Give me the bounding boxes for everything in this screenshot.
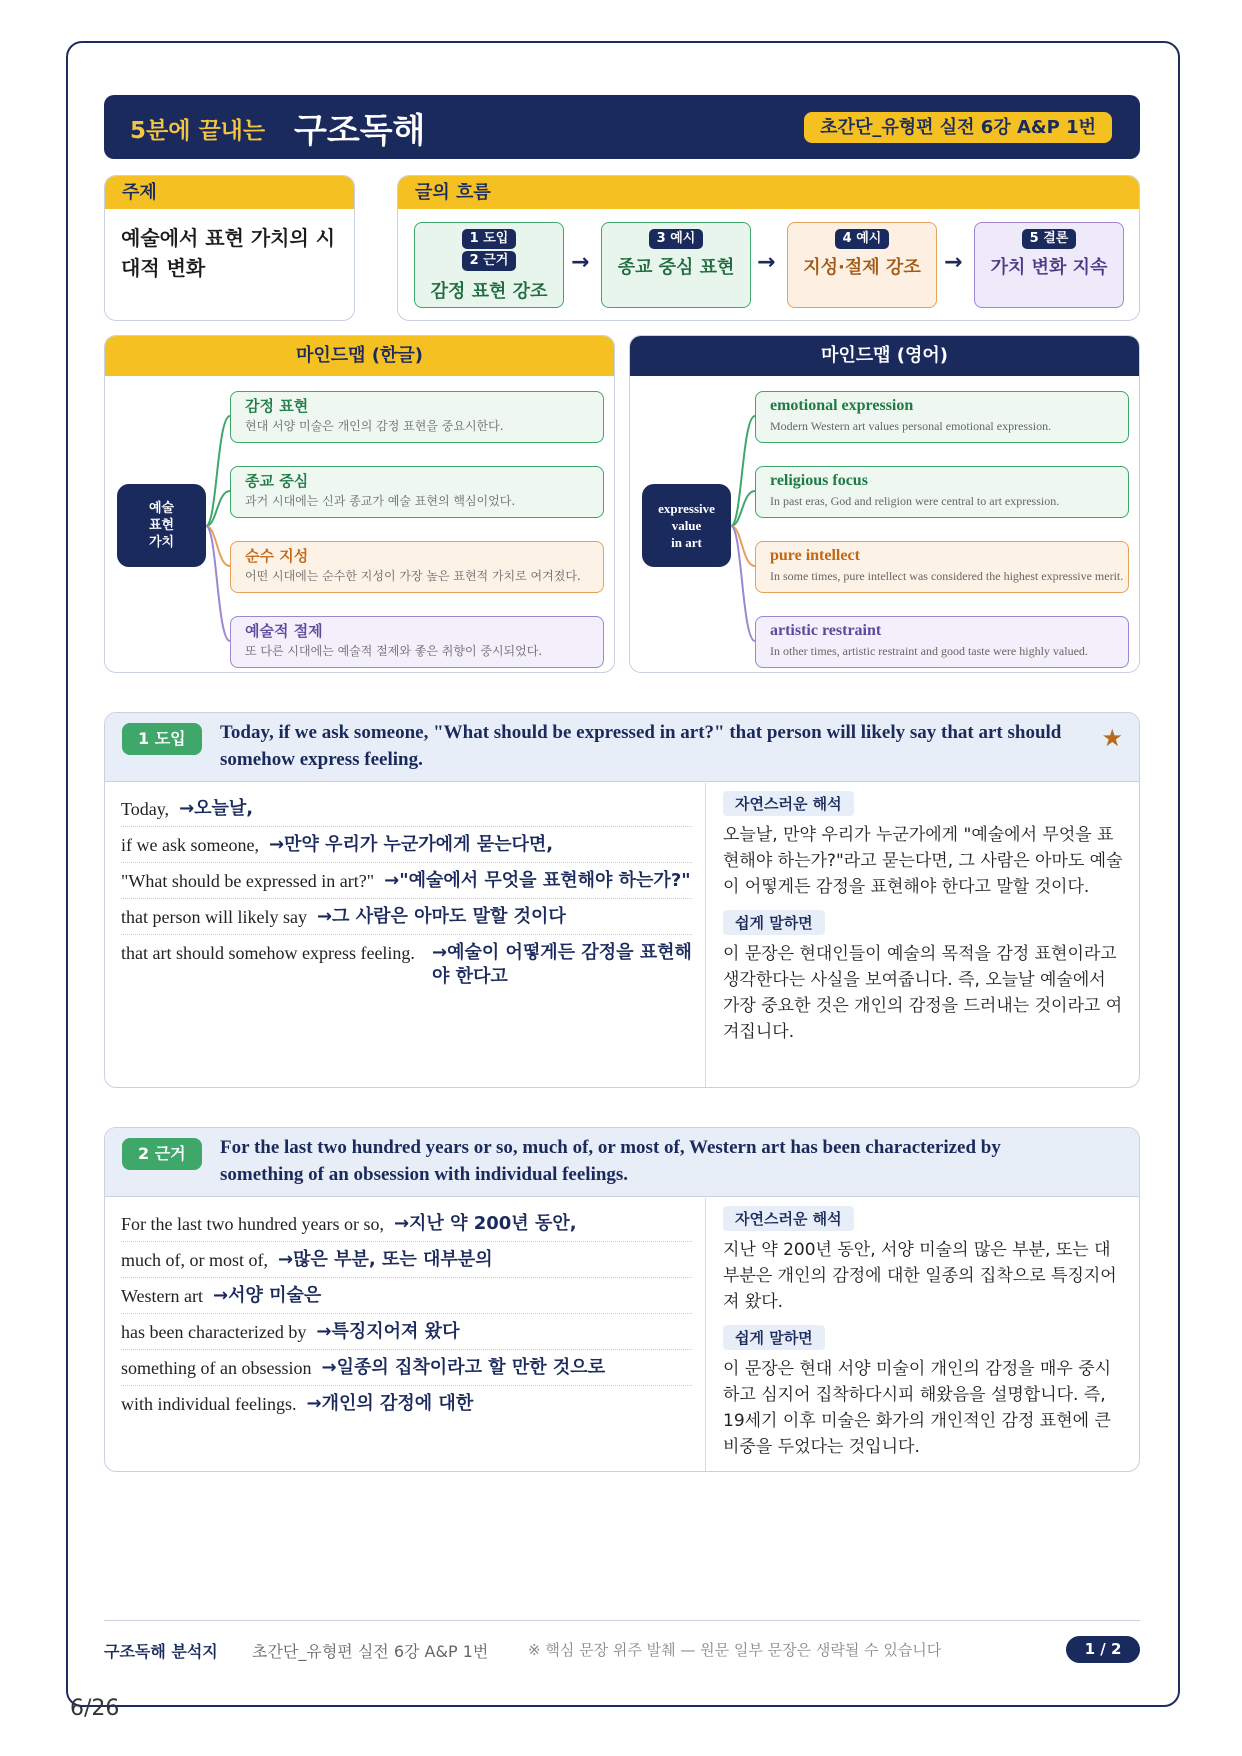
mindmap-center-node: 예술 표현 가치	[117, 484, 206, 567]
node-title: 순수 지성	[245, 547, 309, 565]
chunk-list	[121, 791, 692, 994]
chunk-english: has been characterized by	[121, 1322, 307, 1342]
node-title: emotional expression	[770, 397, 914, 414]
column-divider	[705, 1198, 706, 1471]
chunk-english: Today,	[121, 799, 170, 819]
chunk-row	[121, 1242, 692, 1278]
chunk-row	[121, 1350, 692, 1386]
chunk-english: Western art	[121, 1286, 204, 1306]
chunk-english: that person will likely say	[121, 907, 307, 927]
footer-title: 구조독해 분석지	[104, 1642, 218, 1661]
node-title: religious focus	[770, 472, 868, 489]
mindmap-korean-heading: 마인드맵 (한글)	[105, 336, 614, 376]
chunk-row	[121, 899, 692, 935]
footer-subtitle: 초간단_유형편 실전 6강 A&P 1번	[252, 1642, 489, 1661]
mindmap-node	[755, 616, 1129, 668]
section-sentence: For the last two hundred years or so, much of, or most of, Western art has been characterized by something of an obsession with individual feelings.	[220, 1137, 1001, 1185]
node-desc: 또 다른 시대에는 예술적 절제와 좋은 취향이 중시되었다.	[245, 644, 543, 658]
mindmap-node	[230, 541, 604, 593]
topic-box	[104, 175, 355, 321]
node-desc: 현대 서양 미술은 개인의 감정 표현을 중요시한다.	[245, 419, 504, 433]
chunk-row	[121, 1386, 692, 1421]
explanation-column	[723, 791, 1123, 1055]
flow-step-label: 종교 중심 표현	[617, 257, 735, 278]
natural-translation: 지난 약 200년 동안, 서양 미술의 많은 부분, 또는 대부분은 개인의 감정에 대한 일종의 집착으로 특징지어져 왔다.	[723, 1240, 1117, 1312]
flow-step-tag: 5 결론	[1022, 229, 1077, 249]
chunk-row	[121, 1278, 692, 1314]
chunk-korean: →예술이 어떻게든 감정을 표현해야 한다고	[432, 942, 692, 987]
natural-translation-label: 자연스러운 해석	[723, 791, 854, 816]
chunk-english: if we ask someone,	[121, 835, 259, 855]
chunk-english: much of, or most of,	[121, 1250, 268, 1270]
mindmap-english-heading: 마인드맵 (영어)	[630, 336, 1139, 376]
lesson-badge: 초간단_유형편 실전 6강 A&P 1번	[804, 112, 1112, 143]
node-title: 감정 표현	[245, 397, 309, 415]
chunk-korean: →지난 약 200년 동안,	[393, 1213, 577, 1234]
chunk-english: that art should somehow express feeling.	[121, 943, 415, 963]
chunk-row	[121, 1314, 692, 1350]
easy-explanation-label: 쉽게 말하면	[723, 910, 825, 935]
topic-text: 예술에서 표현 가치의 시대적 변화	[121, 226, 336, 280]
mindmap-node	[755, 541, 1129, 593]
chunk-row	[121, 863, 692, 899]
natural-translation: 오늘날, 만약 우리가 누군가에게 "예술에서 무엇을 표현해야 하는가?"라고 묻는다면, 그 사람은 아마도 예술이 어떻게든 감정을 표현해야 한다고 말할 것이다.	[723, 825, 1123, 897]
chunk-row	[121, 1206, 692, 1242]
explanation-column	[723, 1206, 1123, 1470]
flow-box	[397, 175, 1140, 321]
mindmap-node	[230, 466, 604, 518]
flow-step-tag: 3 예시	[649, 229, 704, 249]
natural-translation-label: 자연스러운 해석	[723, 1206, 854, 1231]
flow-step-4	[974, 222, 1124, 308]
flow-step-tag: 4 예시	[835, 229, 890, 249]
node-title: pure intellect	[770, 547, 860, 564]
flow-step-tag: 2 근거	[462, 251, 517, 271]
column-divider	[705, 783, 706, 1087]
chunk-korean: →오늘날,	[179, 798, 254, 819]
mindmap-english	[629, 335, 1140, 673]
flow-step-1	[414, 222, 564, 308]
chunk-korean: →만약 우리가 누군가에게 묻는다면,	[268, 834, 554, 855]
flow-step-tag: 1 도입	[462, 229, 517, 249]
brand-title: 구조독해	[294, 111, 426, 151]
mindmap-node	[230, 391, 604, 443]
node-desc: 과거 시대에는 신과 종교가 예술 표현의 핵심이었다.	[245, 494, 516, 508]
mindmap-korean	[104, 335, 615, 673]
node-desc: Modern Western art values personal emotional expression.	[770, 419, 1052, 433]
mindmap-center-node: expressive value in art	[642, 484, 731, 567]
flow-step-label: 감정 표현 강조	[430, 281, 548, 302]
flow-arrow-icon: →	[944, 250, 963, 275]
chunk-korean: →일종의 집착이라고 할 만한 것으로	[321, 1357, 606, 1378]
chunk-row	[121, 935, 692, 994]
mindmap-node	[230, 616, 604, 668]
chunk-korean: →특징지어져 왔다	[316, 1321, 460, 1342]
flow-step-3	[787, 222, 937, 308]
easy-explanation-label: 쉽게 말하면	[723, 1325, 825, 1350]
chunk-korean: →개인의 감정에 대한	[306, 1393, 474, 1414]
flow-step-2	[601, 222, 751, 308]
flow-step-label: 지성·절제 강조	[803, 257, 921, 278]
footer-divider	[104, 1620, 1140, 1621]
chunk-english: with individual feelings.	[121, 1394, 297, 1414]
topic-heading: 주제	[105, 176, 354, 209]
chunk-row	[121, 827, 692, 863]
chunk-korean: →그 사람은 아마도 말할 것이다	[316, 906, 566, 927]
header-banner	[104, 95, 1140, 159]
section-sentence: Today, if we ask someone, "What should be expressed in art?" that person will likely say that art should somehow express feeling.	[220, 722, 1062, 770]
section-tag: 2 근거	[122, 1138, 202, 1170]
brand-subtitle: 5분에 끝내는	[130, 118, 266, 144]
chunk-english: something of an obsession	[121, 1358, 312, 1378]
section-header	[105, 713, 1139, 782]
chunk-korean: →서양 미술은	[213, 1285, 322, 1306]
flow-step-label: 가치 변화 지속	[990, 257, 1108, 278]
footer-note: ※ 핵심 문장 위주 발췌 — 원문 일부 문장은 생략될 수 있습니다	[528, 1641, 942, 1659]
chunk-english: "What should be expressed in art?"	[121, 871, 375, 891]
chunk-row	[121, 791, 692, 827]
footer	[104, 1635, 1140, 1665]
easy-explanation: 이 문장은 현대 서양 미술이 개인의 감정을 매우 중시하고 심지어 집착하다시피 해왔음을 설명합니다. 즉, 19세기 이후 미술은 화가의 개인적인 감정 표현에 큰 비중을 두었다는 것입니다.	[723, 1359, 1112, 1457]
flow-arrow-icon: →	[757, 250, 776, 275]
page-counter: 6/26	[70, 1696, 120, 1721]
footer-page-badge: 1 / 2	[1066, 1636, 1140, 1663]
section-tag: 1 도입	[122, 723, 202, 755]
node-desc: In other times, artistic restraint and good taste were highly valued.	[770, 644, 1088, 658]
sentence-section-1	[104, 712, 1140, 1088]
chunk-korean: →많은 부분, 또는 대부분의	[277, 1249, 493, 1270]
mindmap-node	[755, 466, 1129, 518]
chunk-korean: →"예술에서 무엇을 표현해야 하는가?"	[384, 870, 691, 891]
node-title: 예술적 절제	[245, 622, 323, 640]
node-title: 종교 중심	[245, 472, 309, 490]
easy-explanation: 이 문장은 현대인들이 예술의 목적을 감정 표현이라고 생각한다는 사실을 보여줍니다. 즉, 오늘날 예술에서 가장 중요한 것은 개인의 감정을 드러내는 것이라고 여겨집니다.	[723, 944, 1123, 1042]
flow-heading: 글의 흐름	[398, 176, 1139, 209]
section-header	[105, 1128, 1139, 1197]
chunk-list	[121, 1206, 692, 1421]
flow-arrow-icon: →	[571, 250, 590, 275]
node-title: artistic restraint	[770, 622, 882, 639]
sentence-section-2	[104, 1127, 1140, 1472]
star-icon: ★	[1101, 724, 1123, 752]
chunk-english: For the last two hundred years or so,	[121, 1214, 384, 1234]
node-desc: In some times, pure intellect was considered the highest expressive merit.	[770, 569, 1124, 583]
node-desc: 어떤 시대에는 순수한 지성이 가장 높은 표현적 가치로 여겨졌다.	[245, 569, 581, 583]
mindmap-node	[755, 391, 1129, 443]
node-desc: In past eras, God and religion were central to art expression.	[770, 494, 1060, 508]
